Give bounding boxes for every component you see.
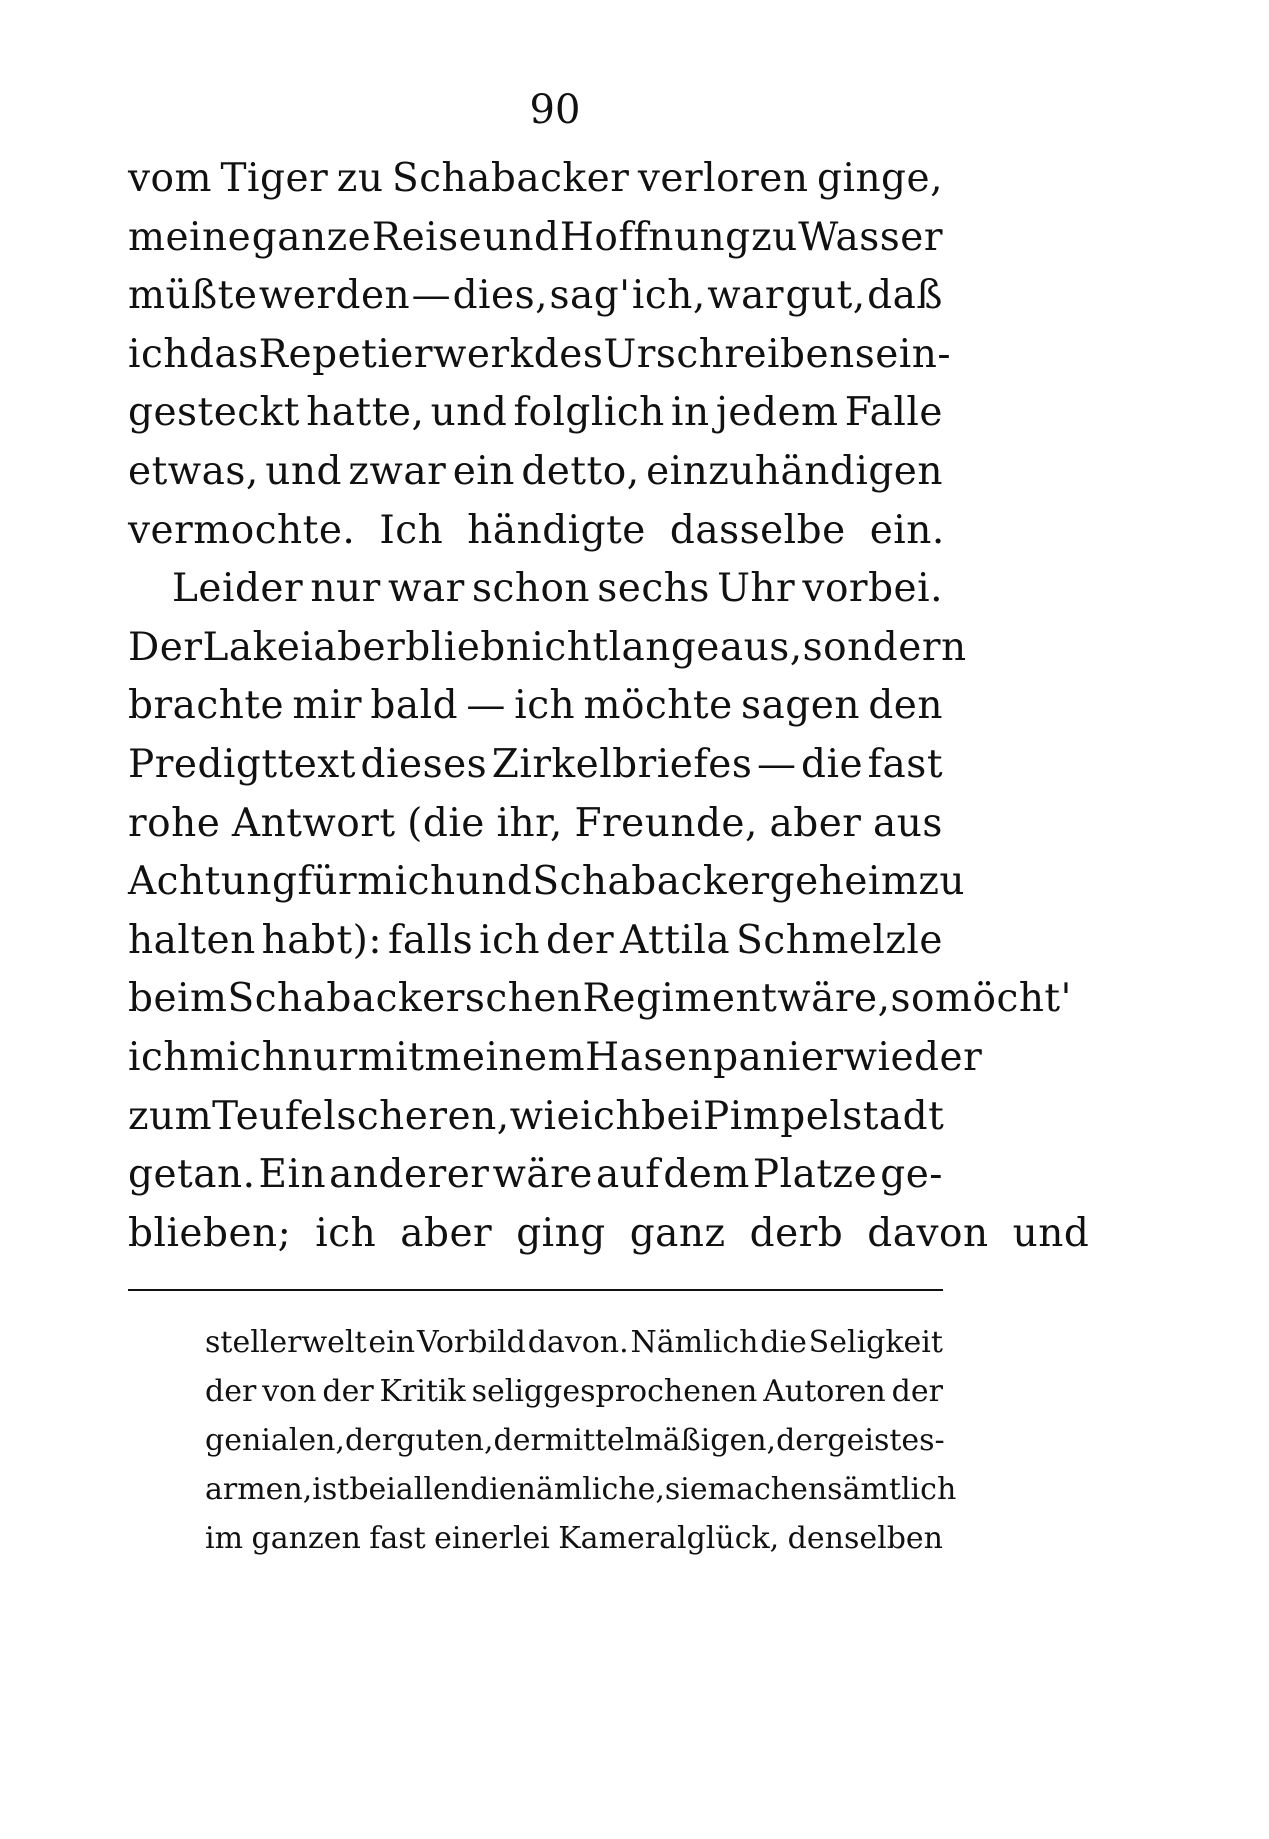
word: werden — [258, 273, 411, 319]
word: anderer — [329, 1152, 490, 1198]
text-line — [128, 912, 943, 971]
word: Leider — [172, 566, 304, 612]
text-line — [128, 619, 967, 678]
word: seliggesprochenen — [471, 1374, 758, 1409]
word: die — [760, 1325, 807, 1360]
word: etwas, — [128, 448, 259, 494]
word: das — [188, 331, 259, 377]
word: Schmelzle — [736, 917, 943, 963]
word: der — [493, 1423, 545, 1458]
word: ich — [479, 917, 541, 963]
word: meine — [128, 214, 252, 260]
word: nur — [287, 1034, 358, 1080]
word: vom — [128, 156, 212, 201]
word: ich — [315, 1210, 377, 1256]
word: dies, — [452, 273, 549, 319]
word: und — [1012, 1210, 1090, 1256]
word: ein. — [869, 507, 945, 553]
word: ist — [312, 1472, 350, 1507]
word: fast — [867, 741, 943, 787]
word: ich — [514, 683, 576, 729]
word: Kritik — [379, 1374, 466, 1409]
word: jedem — [715, 390, 839, 436]
word: Attila — [620, 917, 731, 963]
word: der — [344, 1423, 397, 1458]
word: Lakei — [202, 624, 314, 670]
word: händigte — [467, 507, 646, 553]
word: dasselbe — [669, 507, 846, 553]
word: ge- — [880, 1152, 943, 1198]
footnote-line — [205, 1465, 957, 1514]
word: Repetierwerk — [258, 331, 534, 377]
word: bei — [641, 1093, 704, 1139]
word: ich — [580, 1093, 641, 1139]
word: guten, — [396, 1423, 494, 1458]
word: der — [322, 1374, 374, 1409]
footnote-line — [205, 1367, 943, 1416]
word: scheren, — [336, 1093, 510, 1139]
word: und — [482, 214, 560, 260]
word: aus — [873, 800, 943, 846]
word: wie — [509, 1093, 581, 1139]
word: ein — [452, 448, 515, 494]
word: Freunde, — [574, 800, 758, 846]
word: der — [546, 917, 615, 963]
word: folglich — [513, 390, 665, 436]
word: dem — [663, 1152, 750, 1198]
text-line — [128, 1205, 1090, 1264]
word: möcht' — [935, 976, 1072, 1022]
word: nämliche, — [516, 1472, 665, 1507]
text-line — [128, 1029, 983, 1088]
word: ginge, — [817, 156, 943, 201]
text-line — [128, 267, 943, 326]
footnote-line — [205, 1318, 943, 1367]
word: Vorbild — [416, 1325, 526, 1360]
word: lange — [608, 624, 720, 670]
word: aber — [769, 800, 862, 846]
word: detto, — [521, 448, 640, 494]
word: möchte — [583, 683, 733, 729]
word: und — [265, 448, 342, 494]
word: — — [756, 741, 797, 787]
word: aber — [313, 624, 406, 670]
word: ein — [368, 1325, 416, 1360]
word: stellerwelt — [205, 1325, 367, 1360]
word: sämtlich — [827, 1472, 957, 1507]
word: Reise — [371, 214, 483, 260]
word: im — [205, 1521, 244, 1556]
word: Regiment — [582, 976, 778, 1022]
word: verloren — [637, 156, 809, 201]
text-line — [128, 970, 1072, 1029]
word: nur — [310, 566, 381, 612]
text-line — [128, 209, 943, 268]
footnote-line — [205, 1416, 943, 1465]
word: die — [801, 741, 864, 787]
word: ganz — [629, 1210, 726, 1256]
text-line — [128, 560, 943, 619]
word: ich — [128, 331, 189, 377]
page-number: 90 — [529, 87, 581, 133]
word: Nämlich — [630, 1325, 759, 1360]
word: — — [411, 273, 452, 319]
word: aber — [400, 1210, 493, 1256]
word: vorbei. — [802, 566, 943, 612]
word: Pimpelstadt — [703, 1093, 945, 1139]
word: schon — [471, 566, 591, 612]
word: Platze — [752, 1152, 878, 1198]
word: sagen — [741, 683, 860, 729]
word: einerlei — [434, 1521, 550, 1556]
word: blieben; — [128, 1210, 292, 1256]
word: sondern — [802, 624, 967, 670]
word: müßte — [128, 273, 258, 319]
text-line — [128, 736, 943, 795]
word: bald — [370, 683, 459, 729]
word: sag' — [549, 273, 631, 319]
word: nicht — [505, 624, 609, 670]
word: zu — [751, 214, 798, 260]
word: wäre — [492, 1152, 593, 1198]
text-line — [128, 326, 952, 385]
word: geistes- — [827, 1423, 945, 1458]
word: und — [455, 859, 533, 905]
word: bei — [349, 1472, 396, 1507]
word: Ein — [258, 1152, 327, 1198]
text-line — [128, 853, 966, 912]
word: geheim — [769, 859, 919, 905]
word: einzuhändigen — [646, 448, 943, 494]
word: zu — [918, 859, 966, 905]
word: Hoffnung — [559, 214, 751, 260]
word: Schabackerschen — [227, 976, 583, 1022]
word: ganzen — [251, 1521, 361, 1556]
text-line — [128, 384, 943, 443]
word: des — [533, 331, 604, 377]
word: Falle — [844, 390, 943, 436]
word: genialen, — [205, 1423, 345, 1458]
word: denselben — [787, 1521, 943, 1556]
word: beim — [128, 976, 228, 1022]
word: vermochte. — [128, 507, 356, 553]
word: den — [868, 683, 943, 729]
word: auf — [595, 1152, 661, 1198]
word: Hasenpanier — [585, 1034, 844, 1080]
word: armen, — [205, 1472, 313, 1507]
word: Kameralglück, — [558, 1521, 780, 1556]
word: war — [707, 273, 785, 319]
word: ihr, — [496, 800, 563, 846]
footnote-separator-rule — [128, 1289, 943, 1291]
word: Zirkelbriefes — [491, 741, 753, 787]
text-line — [128, 677, 943, 736]
footnote-body — [205, 1318, 957, 1563]
word: so — [890, 976, 936, 1022]
word: ich — [128, 1034, 189, 1080]
word: in — [671, 390, 710, 436]
word: der — [776, 1423, 828, 1458]
word: gesteckt — [128, 390, 300, 436]
word: war — [387, 566, 465, 612]
word: mir — [292, 683, 363, 729]
text-line — [128, 502, 943, 561]
main-text-body — [128, 150, 1090, 1263]
word: Schabacker — [532, 859, 770, 905]
word: brachte — [128, 683, 285, 729]
word: mich — [357, 859, 456, 905]
word: ich, — [631, 273, 706, 319]
word: zu — [336, 156, 384, 201]
word: rohe — [128, 800, 221, 846]
word: Schabacker — [392, 156, 630, 201]
word: ein- — [875, 331, 952, 377]
word: dieses — [360, 741, 488, 787]
word: davon — [867, 1210, 989, 1256]
word: Predigttext — [128, 741, 356, 787]
word: wäre, — [777, 976, 891, 1022]
word: mit — [357, 1034, 425, 1080]
word: sie — [664, 1472, 708, 1507]
word: ging — [516, 1210, 606, 1256]
word: davon. — [527, 1325, 629, 1360]
word: Urschreibens — [603, 331, 876, 377]
word: mittelmäßigen, — [544, 1423, 777, 1458]
word: daß — [867, 273, 943, 319]
word: Der — [128, 624, 203, 670]
text-line — [128, 1088, 943, 1147]
text-line — [128, 443, 943, 502]
word: der — [891, 1374, 943, 1409]
word: Teufel — [212, 1093, 337, 1139]
word: (die — [407, 800, 485, 846]
word: Tiger — [220, 156, 329, 201]
word: aus, — [719, 624, 803, 670]
text-line — [128, 150, 943, 209]
word: blieb — [405, 624, 506, 670]
word: zwar — [348, 448, 447, 494]
word: fast — [369, 1521, 426, 1556]
word: und — [430, 390, 508, 436]
word: Seligkeit — [808, 1325, 943, 1360]
word: — — [466, 683, 506, 729]
word: getan. — [128, 1152, 256, 1198]
word: von — [262, 1374, 317, 1409]
word: für — [297, 859, 358, 905]
text-line — [128, 1146, 943, 1205]
word: der — [205, 1374, 257, 1409]
word: ganze — [251, 214, 372, 260]
word: zum — [128, 1093, 213, 1139]
word: mich — [188, 1034, 288, 1080]
word: Antwort — [231, 800, 396, 846]
word: falls — [388, 917, 474, 963]
word: allen — [395, 1472, 471, 1507]
text-line — [128, 795, 943, 854]
word: sechs — [597, 566, 710, 612]
footnote-line — [205, 1514, 943, 1563]
word: halten — [128, 917, 256, 963]
word: Achtung — [128, 859, 298, 905]
word: Wasser — [798, 214, 943, 260]
word: machen — [707, 1472, 828, 1507]
word: wieder — [843, 1034, 983, 1080]
word: gut, — [785, 273, 866, 319]
word: derb — [749, 1210, 844, 1256]
word: die — [470, 1472, 517, 1507]
word: Ich — [379, 507, 444, 553]
word: Uhr — [717, 566, 796, 612]
word: meinem — [424, 1034, 586, 1080]
word: habt): — [261, 917, 383, 963]
word: hatte, — [306, 390, 425, 436]
word: Autoren — [763, 1374, 886, 1409]
